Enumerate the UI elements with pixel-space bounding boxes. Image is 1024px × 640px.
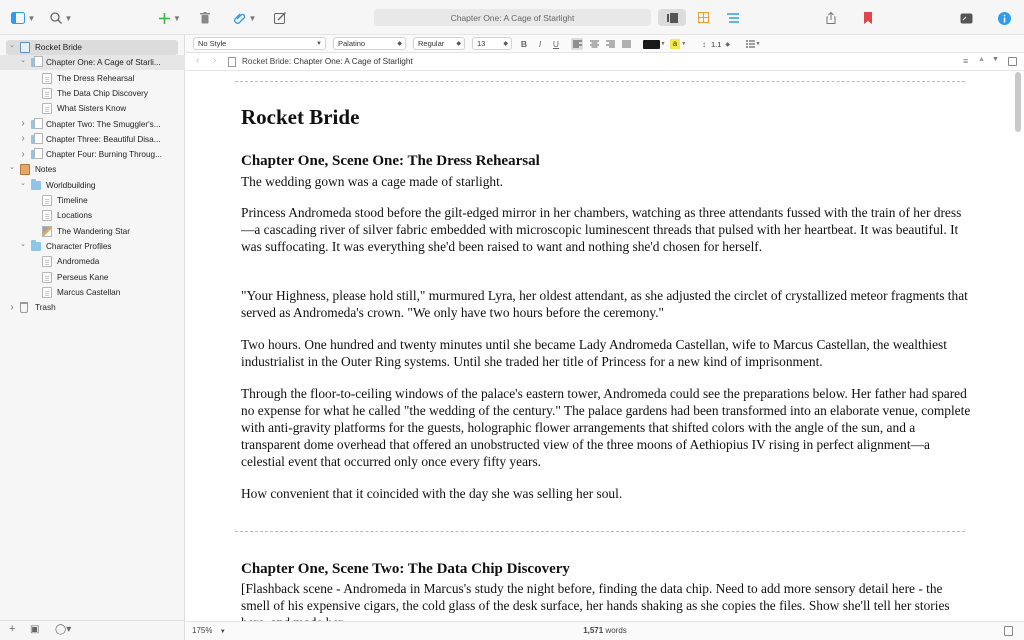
binder-item[interactable] (0, 285, 185, 300)
align-right-button[interactable] (604, 38, 616, 50)
disclosure-open-icon[interactable]: ⌄ (20, 179, 26, 187)
outline-icon (727, 13, 739, 23)
scene-heading: Chapter One, Scene One: The Dress Rehearsal (241, 153, 540, 169)
single-view-button[interactable] (658, 9, 686, 26)
binder-item[interactable] (0, 239, 185, 254)
binder-item-label: Rocket Bride (35, 43, 82, 52)
binder-item[interactable] (0, 162, 185, 177)
compose-button[interactable] (273, 9, 287, 27)
binder-item[interactable] (0, 270, 185, 285)
binder-item-label: Chapter Three: Beautiful Disa... (46, 134, 161, 144)
binder-item[interactable] (0, 193, 185, 208)
document-path[interactable] (242, 57, 413, 66)
bookmark-icon (864, 12, 872, 24)
align-right-icon (606, 40, 615, 48)
binder-item[interactable] (0, 300, 185, 315)
document-icon (228, 57, 236, 67)
corkboard-icon (698, 12, 709, 23)
folder-doc-icon (31, 58, 41, 67)
binder-item-label: Notes (35, 165, 57, 175)
inspector-icon (998, 12, 1011, 25)
folder-icon (31, 181, 41, 190)
binder-item-label: What Sisters Know (57, 104, 127, 114)
align-left-button[interactable] (571, 38, 583, 50)
chevron-down-icon: ▼ (681, 41, 687, 47)
binder-item-label: Locations (57, 211, 93, 221)
binder-toggle-button[interactable]: ▼ (10, 9, 36, 27)
chevron-updown-icon: ◆ (456, 41, 461, 47)
binder-item[interactable] (0, 86, 185, 101)
disclosure-closed-icon[interactable]: › (21, 148, 25, 160)
disclosure-open-icon[interactable]: ⌄ (20, 240, 26, 248)
paragraph: Two hours. One hundred and twenty minutes until she became Lady Andromeda Castellan, wife to Marcus Castellan, the wealthiest industrialist in the Outer Ring systems. Until she traded her title of Princess for a new kind of imprisonment. (241, 337, 947, 369)
list-icon (746, 40, 755, 48)
scene-separator (235, 81, 965, 82)
doc-icon (42, 210, 52, 221)
corkboard-button[interactable] (694, 9, 712, 26)
scene-separator (235, 531, 965, 532)
paragraph: The wedding gown was a cage made of starlight. (241, 174, 504, 189)
binder-item[interactable] (0, 254, 185, 269)
bookmark-button[interactable] (861, 9, 875, 27)
binder-item[interactable] (0, 147, 185, 162)
paragraph: Princess Andromeda stood before the gilt-edged mirror in her chambers, watching as three attendants fussed with the train of her dress—a cascading river of silver fabric embedded with microscopic luminescent threads that pulsed with her heartbeat. It was beautiful. It was suffocating. It was everything she'd been raised to want and nothing she'd chosen for herself. (241, 205, 962, 254)
binder-item[interactable] (0, 101, 185, 116)
highlight-swatch: a (670, 39, 680, 49)
binder-item-label: Andromeda (57, 257, 100, 267)
outline-button[interactable] (724, 9, 742, 26)
quicklook-icon (960, 13, 973, 24)
italic-button[interactable]: I (538, 39, 542, 49)
zoom-value: 175% (192, 626, 213, 635)
search-button[interactable]: ▼ (48, 9, 74, 27)
disclosure-closed-icon[interactable]: › (21, 133, 25, 145)
editor-header (186, 53, 1024, 71)
editor-footer (186, 621, 1024, 640)
attach-button[interactable]: ▼ (232, 9, 258, 27)
main-toolbar (0, 0, 1024, 35)
chevron-updown-icon: ◆ (725, 41, 731, 48)
folder-doc-icon (31, 135, 41, 144)
align-left-icon (573, 40, 582, 48)
chevron-updown-icon: ◆ (397, 41, 402, 47)
doc-icon (42, 88, 52, 99)
binder-item[interactable] (0, 117, 185, 132)
forward-arrow-icon[interactable]: › (213, 55, 217, 66)
binder-item-label: Chapter One: A Cage of Starli... (46, 58, 161, 68)
binder-item-label: The Data Chip Discovery (57, 88, 149, 98)
share-icon (826, 12, 836, 24)
style-select-value: No Style (198, 39, 227, 48)
align-center-button[interactable] (588, 38, 600, 50)
font-select[interactable] (333, 37, 406, 50)
quicklook-button[interactable] (958, 9, 974, 27)
folder-doc-icon (31, 150, 41, 159)
binder-item-label: Perseus Kane (57, 272, 109, 282)
paragraph: [Flashback scene - Andromeda in Marcus's study the night before, finding the data chip. Need to add more sensory detail here - the smell of his expensive cigars, the cold glass of the desk surface, her hands shaking as she copies the files. Show she'll tell her stories (241, 581, 950, 613)
document-heading: Rocket Bride (241, 105, 360, 129)
underline-button[interactable]: U (552, 39, 560, 49)
binder-item[interactable] (0, 224, 185, 239)
next-document-icon[interactable]: ▼ (992, 56, 999, 63)
search-icon (50, 12, 62, 24)
back-arrow-icon[interactable]: ‹ (196, 55, 200, 66)
binder-item-label: The Dress Rehearsal (57, 73, 135, 83)
editor-scrollbar[interactable] (1015, 72, 1021, 132)
binder-item-label: Character Profiles (46, 241, 112, 251)
chevron-down-icon: ▼ (219, 629, 226, 635)
word-count-label: words (605, 626, 627, 635)
line-spacing-value: 1.1 (710, 39, 722, 49)
img-icon (42, 226, 52, 237)
header-menu-icon[interactable]: ≡ (963, 56, 969, 66)
size-select[interactable] (472, 37, 512, 50)
trash-icon (200, 12, 210, 24)
binder-item-label: Timeline (57, 196, 88, 205)
doc-icon (42, 195, 52, 206)
doc-icon (42, 73, 52, 84)
binder-item[interactable] (6, 40, 178, 55)
disclosure-open-icon[interactable]: ⌄ (9, 164, 15, 172)
line-spacing-icon: ↕ (701, 39, 706, 49)
paragraph: Through the floor-to-ceiling windows of the palace's eastern tower, Andromeda could see the preparations below. Her father had spared no expense for what he called "the wedding of the century." The palace gardens had been transformed into an elaborate venue, complete with anti-gravity platforms for the guests, holographic flower arrangements that shifted colors with the angle of the sun, and a transparent dome overhead that offered an unobstructed view of the three moons of Aethiopius IV rising in perfect alignment—a celestial event that occurred only once every fifty years. (241, 386, 971, 469)
align-center-icon (590, 40, 599, 48)
doc-icon (42, 287, 52, 298)
document-title: Chapter One: A Cage of Starlight (374, 9, 651, 26)
chevron-down-icon: ▼ (316, 40, 322, 47)
target-icon[interactable] (1004, 626, 1013, 636)
book-icon (20, 42, 30, 53)
single-view-icon (667, 13, 678, 23)
disclosure-closed-icon[interactable]: › (10, 301, 14, 313)
binder-item[interactable] (0, 55, 185, 70)
disclosure-open-icon[interactable]: ⌄ (20, 57, 26, 65)
paragraph: How convenient that it coincided with the day she was selling her soul. (241, 486, 623, 501)
binder-item-label: Marcus Castellan (57, 287, 121, 297)
word-count-value: 1,571 (583, 626, 604, 635)
size-select-value: 13 (477, 39, 486, 48)
chevron-updown-icon: ◆ (503, 41, 508, 47)
binder-footer (0, 620, 185, 640)
binder-item[interactable] (0, 71, 185, 86)
paragraph: "Your Highness, please hold still," murmured Lyra, her oldest attendant, as she adjusted the circlet of crystallized meteor fragments that served as Andromeda's crown. "We only have two hours before the ceremony." (241, 288, 968, 320)
notes-icon (20, 164, 30, 175)
font-select-value: Palatino (338, 39, 366, 48)
text-color-swatch (643, 40, 660, 49)
path-current: Chapter One: A Cage of Starlight (293, 57, 413, 66)
binder-item-label: Chapter Four: Burning Throug... (46, 150, 162, 160)
split-view-icon[interactable] (1008, 57, 1017, 66)
path-root: Rocket Bride: (242, 57, 292, 66)
list-button[interactable] (743, 38, 763, 50)
binder-actions-icon[interactable]: ◯▾ (55, 624, 72, 635)
binder-item-label: Trash (35, 303, 56, 313)
folder-icon (31, 242, 41, 251)
binder-toggle-icon (11, 12, 25, 24)
binder-sidebar (0, 35, 185, 640)
text-color-button[interactable] (642, 38, 666, 50)
inspector-button[interactable] (996, 9, 1012, 27)
compose-icon (274, 12, 286, 24)
doc-icon (42, 256, 52, 267)
binder-item[interactable] (0, 132, 185, 147)
new-folder-icon[interactable]: ▣ (30, 624, 40, 635)
weight-select[interactable] (413, 37, 465, 50)
binder-item-label: The Wandering Star (57, 226, 130, 236)
previous-document-icon[interactable]: ▲ (978, 56, 985, 63)
highlight-button[interactable] (667, 38, 689, 50)
doc-icon (42, 272, 52, 283)
align-justify-icon (622, 40, 631, 48)
bold-button[interactable]: B (520, 39, 528, 49)
doc-icon (42, 103, 52, 114)
binder-item[interactable] (0, 208, 185, 223)
weight-select-value: Regular (418, 39, 445, 48)
disclosure-closed-icon[interactable]: › (21, 118, 25, 129)
share-button[interactable] (824, 9, 838, 27)
format-bar (186, 35, 1024, 53)
add-item-icon[interactable]: + (9, 623, 16, 635)
style-select[interactable] (193, 37, 326, 50)
trash-icon (20, 302, 28, 313)
line-spacing-select[interactable] (696, 38, 736, 50)
disclosure-open-icon[interactable]: ⌄ (9, 42, 15, 49)
attach-icon (234, 12, 246, 24)
chevron-down-icon: ▼ (755, 41, 761, 47)
text-editor[interactable] (186, 72, 1012, 621)
add-icon (159, 13, 170, 24)
folder-doc-icon (31, 120, 41, 129)
chevron-down-icon: ▼ (660, 41, 666, 47)
binder-item-label: Worldbuilding (46, 180, 96, 190)
scene-heading: Chapter One, Scene Two: The Data Chip Discovery (241, 561, 570, 577)
align-justify-button[interactable] (620, 38, 632, 50)
trash-button[interactable] (198, 9, 212, 27)
binder-item[interactable] (0, 178, 185, 193)
word-count (186, 626, 1024, 635)
binder-item-label: Chapter Two: The Smuggler's... (46, 119, 161, 129)
add-button[interactable]: ▼ (157, 9, 183, 27)
